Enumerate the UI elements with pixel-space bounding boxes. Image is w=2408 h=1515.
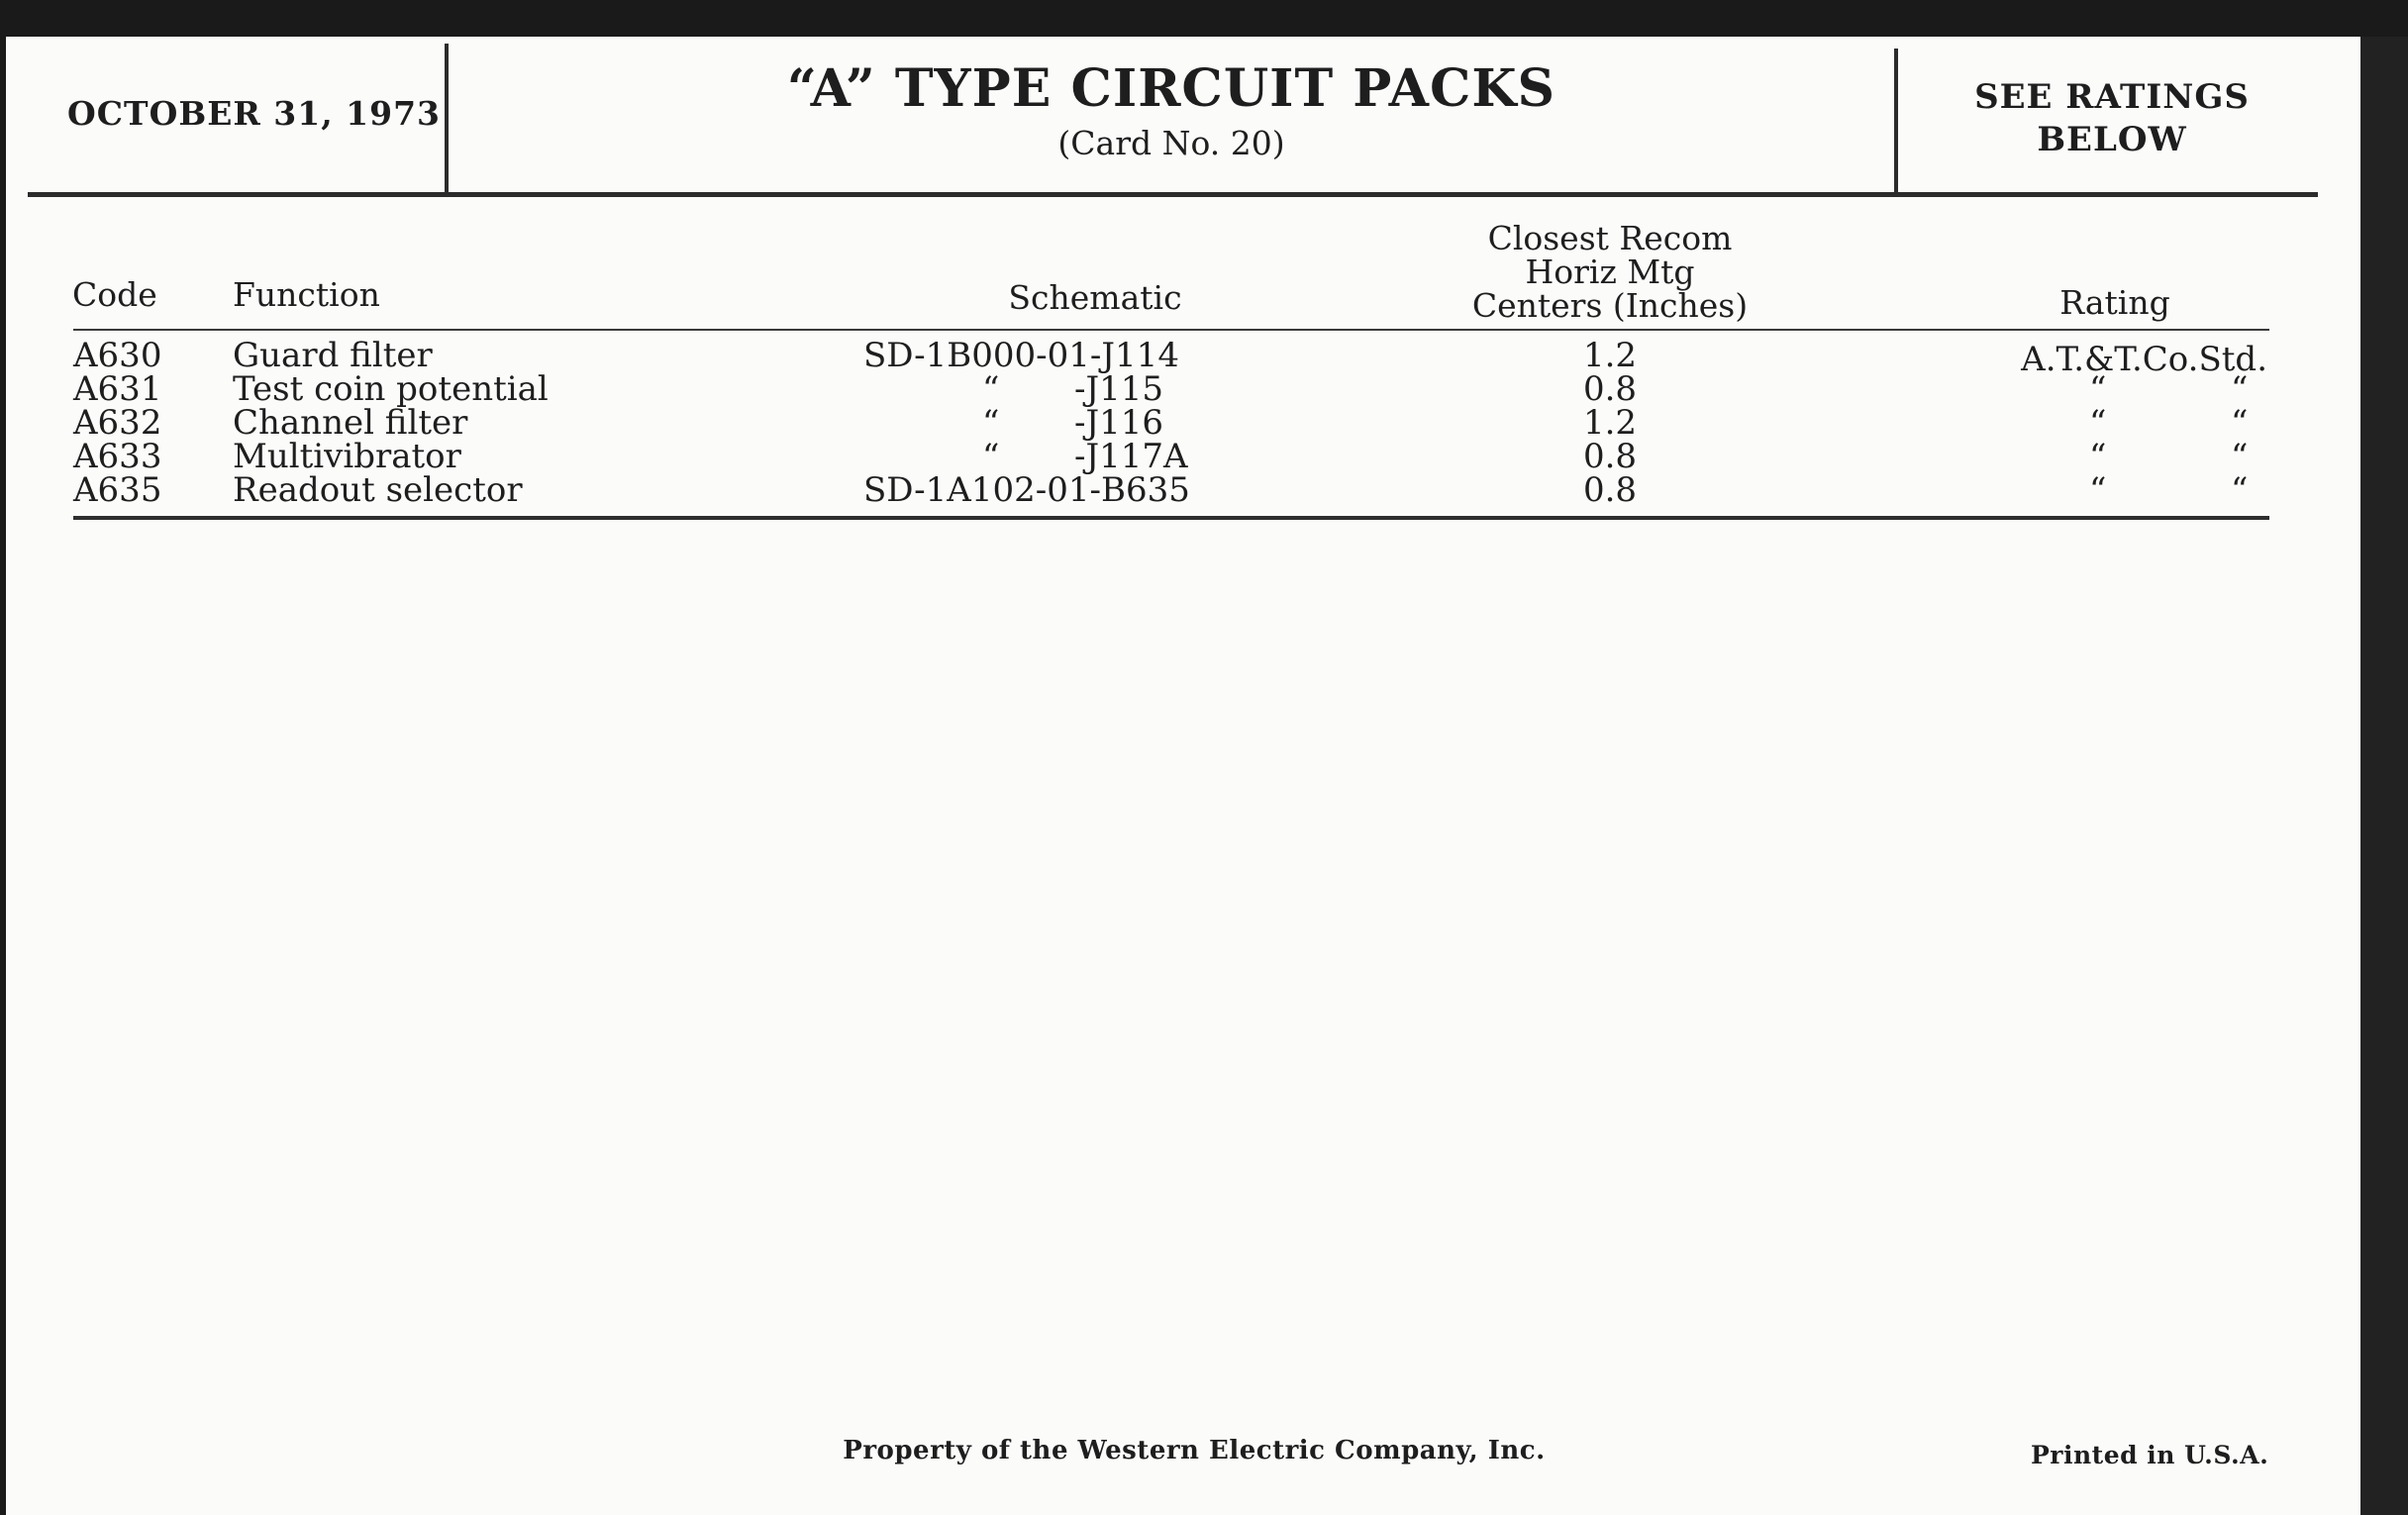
card-title: “A” TYPE CIRCUIT PACKS: [786, 58, 1556, 119]
ratings-note-line1: SEE RATINGS: [1974, 77, 2250, 117]
schematic-suffix: -J117A: [1074, 437, 1188, 476]
row-code: A633: [73, 437, 162, 476]
row-centers: 0.8: [1582, 369, 1638, 409]
row-schematic: [863, 470, 1279, 510]
centers-header-line3: Centers (Inches): [1471, 286, 1749, 325]
rating-ditto-mark: “: [2089, 470, 2107, 510]
row-function: Multivibrator: [233, 437, 461, 476]
schematic-ditto-mark: “: [982, 437, 1000, 476]
circuit-pack-card: [6, 37, 2360, 1515]
schematic-number: SD-1B000-01-J114: [863, 336, 1179, 375]
property-notice: Property of the Western Electric Company, Inc.: [843, 1436, 1546, 1465]
row-function: Guard filter: [233, 336, 433, 375]
ratings-note-line2: BELOW: [2037, 120, 2187, 159]
column-header-rating: Rating: [2059, 283, 2170, 322]
table-row: [6, 369, 2360, 409]
row-function: Readout selector: [233, 470, 523, 510]
rating-ditto-mark: “: [2089, 437, 2107, 476]
rating-ditto-mark: “: [2231, 403, 2249, 443]
rating-ditto-mark: “: [2231, 470, 2249, 510]
rating-ditto-mark: “: [2231, 437, 2249, 476]
table-bottom-rule: [73, 516, 2269, 520]
ratings-note: [1898, 76, 2326, 161]
schematic-number: SD-1A102-01-B635: [863, 470, 1190, 510]
table-row: [6, 437, 2360, 476]
row-centers: 0.8: [1582, 437, 1638, 476]
rating-ditto-mark: “: [2089, 369, 2107, 409]
row-centers: 0.8: [1582, 470, 1638, 510]
schematic-suffix: -J116: [1074, 403, 1164, 443]
column-header-schematic: Schematic: [1008, 278, 1182, 317]
table-row: [6, 403, 2360, 443]
header-rule: [28, 192, 2318, 197]
row-schematic: [863, 336, 1279, 375]
row-centers: 1.2: [1582, 336, 1638, 375]
table-row: [6, 470, 2360, 510]
card-date: OCTOBER 31, 1973: [67, 94, 442, 133]
table-header-rule: [73, 329, 2269, 331]
column-header-code: Code: [72, 275, 157, 314]
schematic-ditto-mark: “: [982, 403, 1000, 443]
rating-ditto-mark: “: [2231, 369, 2249, 409]
column-header-centers: [1353, 219, 1867, 325]
row-code: A631: [73, 369, 162, 409]
rating-ditto-mark: “: [2089, 403, 2107, 443]
row-code: A632: [73, 403, 162, 443]
printed-notice: Printed in U.S.A.: [2031, 1441, 2269, 1469]
row-code: A635: [73, 470, 162, 510]
row-code: A630: [73, 336, 162, 375]
card-number: (Card No. 20): [1057, 124, 1285, 162]
row-centers: 1.2: [1582, 403, 1638, 443]
row-function: Test coin potential: [233, 369, 549, 409]
centers-header-line1: Closest Recom: [1487, 219, 1733, 257]
table-row: [6, 336, 2360, 379]
column-header-function: Function: [233, 275, 380, 314]
schematic-suffix: -J115: [1074, 369, 1164, 409]
schematic-ditto-mark: “: [982, 369, 1000, 409]
centers-header-line2: Horiz Mtg: [1525, 252, 1695, 291]
rating-value: A.T.&T.Co.Std.: [2021, 340, 2267, 379]
row-function: Channel filter: [233, 403, 468, 443]
scan-border: [2360, 37, 2408, 1515]
